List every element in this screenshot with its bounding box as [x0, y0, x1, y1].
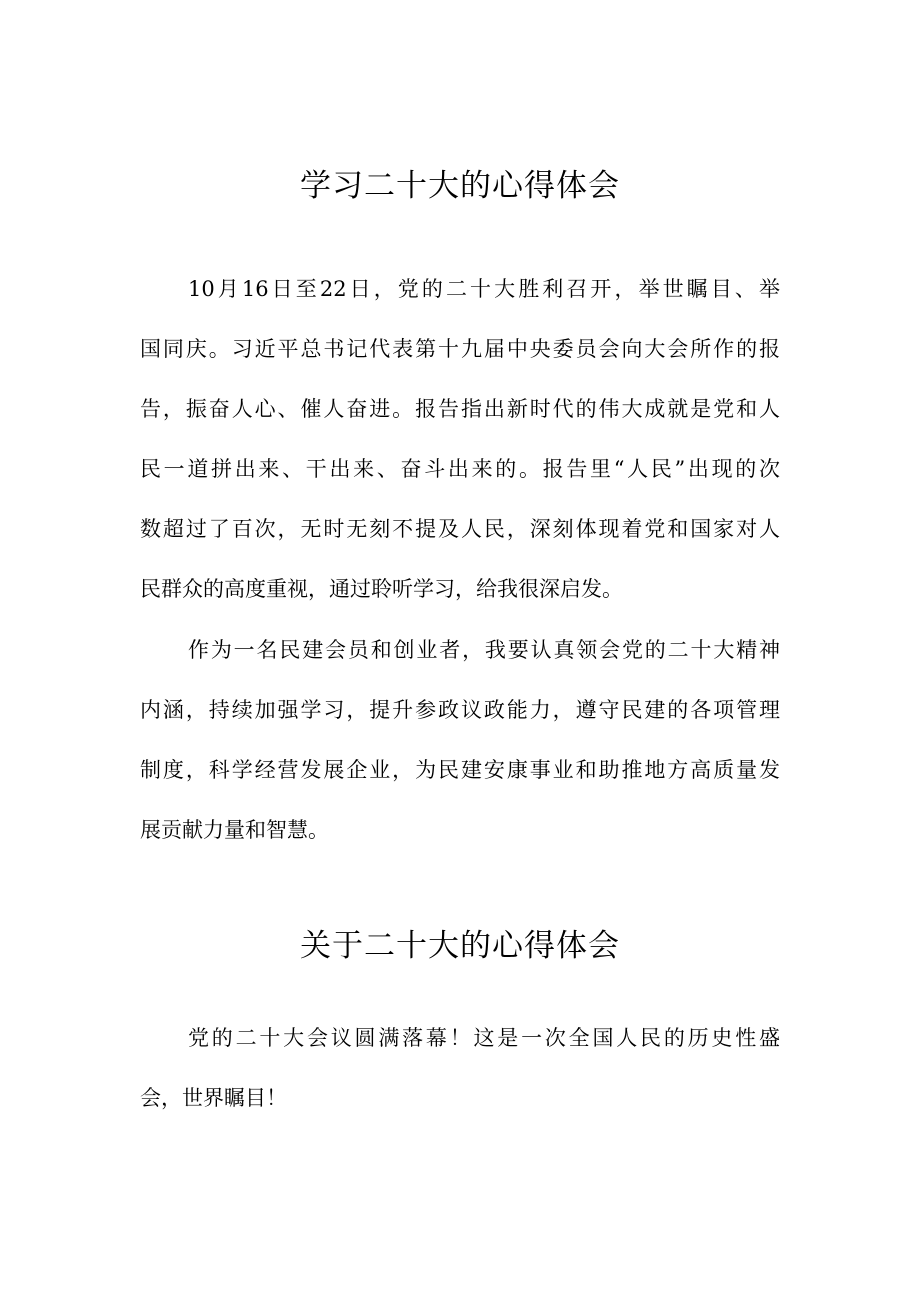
text-line: 制度，科学经营发展企业，为民建安康事业和助推地方高质量发: [140, 758, 780, 782]
text-line: 告，振奋人心、催人奋进。报告指出新时代的伟大成就是党和人: [140, 397, 780, 421]
text-line: 10月16日至22日，党的二十大胜利召开，举世瞩目、举: [188, 277, 780, 301]
text-line: 党的二十大会议圆满落幕！这是一次全国人民的历史性盛: [188, 1026, 780, 1050]
section1-paragraph2: [140, 620, 780, 860]
text-line: 国同庆。习近平总书记代表第十九届中央委员会向大会所作的报: [140, 337, 780, 361]
section1-paragraph1: [140, 259, 780, 619]
text-line: 民群众的高度重视，通过聆听学习，给我很深启发。: [140, 577, 623, 601]
text-line: 作为一名民建会员和创业者，我要认真领会党的二十大精神: [188, 638, 780, 662]
text-line: 数超过了百次，无时无刻不提及人民，深刻体现着党和国家对人: [140, 517, 780, 541]
text-line: 展贡献力量和智慧。: [140, 818, 329, 842]
section1-title: 学习二十大的心得体会: [300, 168, 620, 204]
text-line: 民一道拼出来、干出来、奋斗出来的。报告里“人民”出现的次: [140, 457, 780, 481]
section2-title: 关于二十大的心得体会: [300, 928, 620, 964]
text-line: 内涵，持续加强学习，提升参政议政能力，遵守民建的各项管理: [140, 698, 780, 722]
text-line: 会，世界瞩目！: [140, 1086, 287, 1110]
section2-paragraph1: [140, 1008, 780, 1128]
